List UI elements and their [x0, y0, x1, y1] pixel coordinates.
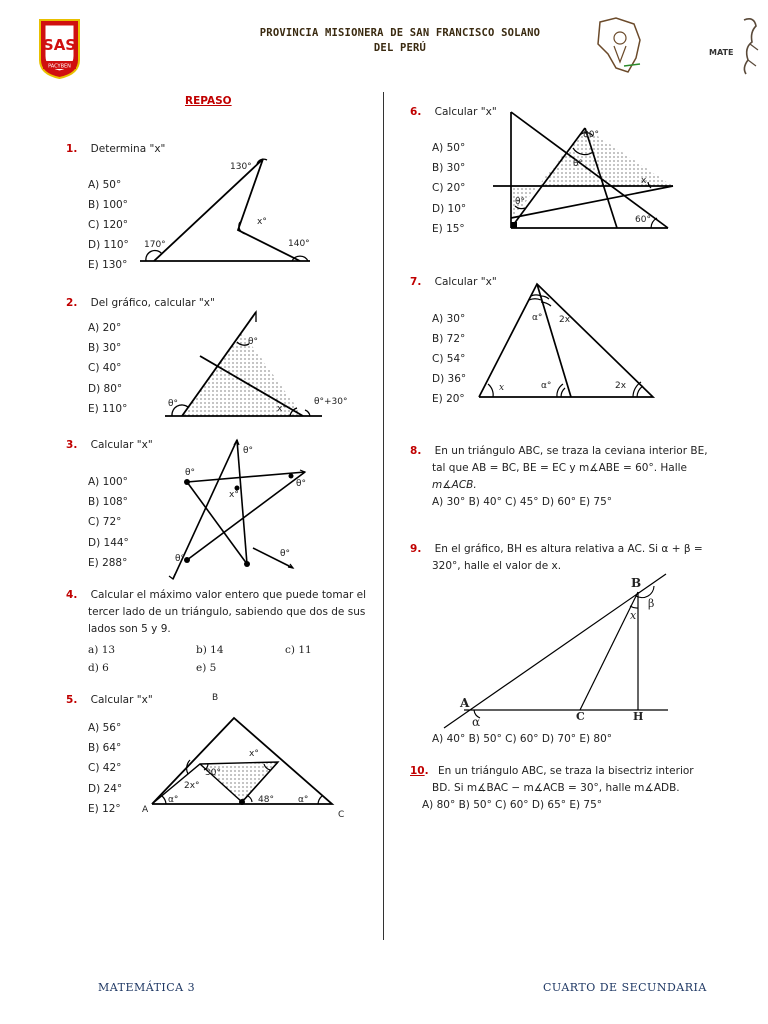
q6-option-a[interactable]: A) 50°: [432, 142, 466, 154]
q6-label-theta2: θ°: [515, 197, 526, 207]
q9-line2: 320°, halle el valor de x.: [432, 560, 562, 572]
q9-figure: [440, 570, 670, 730]
q5-option-e[interactable]: E) 12°: [88, 803, 121, 815]
column-divider: [383, 92, 384, 940]
q7-label-x: x: [499, 383, 505, 393]
q7-option-b[interactable]: B) 72°: [432, 333, 466, 345]
q3-figure: [165, 436, 325, 584]
school-logo: [37, 18, 82, 80]
q2-figure: [160, 306, 355, 422]
page-title: REPASO: [185, 95, 232, 107]
q10-number: 10: [410, 765, 425, 777]
q2-option-e[interactable]: E) 110°: [88, 403, 128, 415]
q6-option-b[interactable]: B) 30°: [432, 162, 466, 174]
q2-option-c[interactable]: C) 40°: [88, 362, 122, 374]
q3-option-c[interactable]: C) 72°: [88, 516, 122, 528]
q7-label-alpha-top: α°: [532, 313, 543, 323]
q3-option-b[interactable]: B) 108°: [88, 496, 128, 508]
q4-statement: 4. Calcular el máximo valor entero que puede tomar el tercer lado de un triángulo, sabiendo que dos de sus lados son 5 y 9.: [66, 587, 366, 638]
q9-label-beta: β: [648, 597, 655, 610]
q7-option-c[interactable]: C) 54°: [432, 353, 466, 365]
q3-text: Calcular "x": [90, 439, 153, 451]
q5-label-A: A: [142, 805, 149, 815]
q10-line2: BD. Si m∡BAC − m∡ACB = 30°, halle m∡ADB.: [432, 782, 680, 794]
q2-label-theta-top: θ°: [248, 337, 259, 347]
q2-option-d[interactable]: D) 80°: [88, 383, 123, 395]
q7-option-a[interactable]: A) 30°: [432, 313, 466, 325]
q4-line2: tercer lado de un triángulo, sabiendo que dos de sus: [88, 606, 366, 618]
q1-statement: 1. Determina "x": [66, 143, 166, 155]
q5-label-2x: 2x°: [184, 781, 200, 791]
q9-label-H: H: [633, 710, 644, 723]
q6-label-60: 60°: [635, 215, 651, 225]
q5-label-x: x°: [249, 749, 259, 759]
q4-option-d[interactable]: d) 6: [88, 662, 109, 674]
q6-label-80: 80°: [583, 130, 599, 140]
q1-label-x: x°: [257, 217, 267, 227]
q4-option-b[interactable]: b) 14: [196, 644, 224, 656]
q3-label-theta1: θ°: [243, 446, 254, 456]
q1-label-140: 140°: [288, 239, 310, 249]
q1-label-130: 130°: [230, 162, 252, 172]
q6-text: Calcular "x": [434, 106, 497, 118]
q3-label-theta5: θ°: [280, 549, 291, 559]
q3-label-theta4: θ°: [175, 554, 186, 564]
q8-options[interactable]: A) 30° B) 40° C) 45° D) 60° E) 75°: [432, 496, 613, 508]
q5-label-alpha2: α°: [298, 795, 309, 805]
q3-option-a[interactable]: A) 100°: [88, 476, 128, 488]
q4-option-a[interactable]: a) 13: [88, 644, 116, 656]
q6-number: 6: [410, 106, 418, 118]
q5-option-b[interactable]: B) 64°: [88, 742, 122, 754]
q7-figure: [475, 280, 660, 402]
q3-statement: 3. Calcular "x": [66, 439, 153, 451]
q1-option-c[interactable]: C) 120°: [88, 219, 129, 231]
q7-statement: 7. Calcular "x": [410, 276, 497, 288]
q1-option-b[interactable]: B) 100°: [88, 199, 128, 211]
q2-label-theta-left: θ°: [168, 399, 179, 409]
q5-statement: 5. Calcular "x": [66, 694, 153, 706]
q3-option-d[interactable]: D) 144°: [88, 537, 129, 549]
q10-options[interactable]: A) 80° B) 50° C) 60° D) 65° E) 75°: [422, 799, 603, 811]
q8-line2: tal que AB = BC, BE = EC y m∡ABE = 60°. Halle: [432, 462, 688, 474]
q5-label-alpha1: α°: [168, 795, 179, 805]
q8-line1: En un triángulo ABC, se traza la ceviana interior BE,: [434, 445, 708, 457]
q6-option-d[interactable]: D) 10°: [432, 203, 467, 215]
q5-option-d[interactable]: D) 24°: [88, 783, 123, 795]
footer-grade: CUARTO DE SECUNDARIA: [543, 981, 707, 994]
q5-number: 5: [66, 694, 74, 706]
q6-label-x: x: [641, 176, 647, 186]
q6-option-e[interactable]: E) 15°: [432, 223, 465, 235]
q1-text: Determina "x": [90, 143, 166, 155]
logo-text: SAS: [42, 36, 77, 54]
q5-option-a[interactable]: A) 56°: [88, 722, 122, 734]
q3-label-x: x°: [229, 490, 239, 500]
logo-caption: PACYBEN: [48, 63, 71, 70]
q9-label-alpha: α: [472, 715, 481, 729]
q5-label-48: 48°: [258, 795, 274, 805]
q10-statement: 10. En un triángulo ABC, se traza la bisectriz interior BD. Si m∡BAC − m∡ACB = 30°, halle m∡ADB. A) 80° B) 50° C) 60° D) 65° E) 75°: [410, 763, 694, 814]
q9-statement: 9. En el gráfico, BH es altura relativa a AC. Si α + β = 320°, halle el valor de x.: [410, 541, 703, 575]
q5-option-c[interactable]: C) 42°: [88, 762, 122, 774]
q5-label-30: 30°: [205, 768, 221, 778]
q7-label-2x-top: 2x: [559, 315, 571, 325]
q9-label-A: A: [460, 696, 470, 710]
q5-figure: [138, 686, 353, 822]
q5-text: Calcular "x": [90, 694, 153, 706]
q7-label-2x-bottom: 2x: [615, 381, 627, 391]
q4-line1: Calcular el máximo valor entero que puede tomar el: [90, 589, 367, 601]
q5-label-C: C: [338, 810, 345, 820]
q4-option-c[interactable]: c) 11: [285, 644, 312, 656]
q3-option-e[interactable]: E) 288°: [88, 557, 128, 569]
q6-figure: [493, 108, 678, 234]
q9-label-x: x: [630, 609, 637, 622]
q4-line3: lados son 5 y 9.: [88, 623, 171, 635]
subject-tag: MATE: [709, 48, 734, 57]
school-name-line2: DEL PERÚ: [373, 42, 427, 54]
q8-statement: 8. En un triángulo ABC, se traza la ceviana interior BE, tal que AB = BC, BE = EC y m∡ABE = 60°. Halle m∡ACB. A) 30° B) 40° C) 45° D) 60° E) 75°: [410, 443, 708, 511]
q2-number: 2: [66, 297, 74, 309]
q4-number: 4: [66, 589, 74, 601]
q6-option-c[interactable]: C) 20°: [432, 182, 466, 194]
q6-label-theta1: θ°: [573, 159, 584, 169]
q8-line3: m∡ACB.: [432, 479, 477, 491]
q7-text: Calcular "x": [434, 276, 497, 288]
peru-map-emblem: [590, 14, 650, 76]
q2-option-b[interactable]: B) 30°: [88, 342, 122, 354]
q9-label-C: C: [576, 710, 585, 723]
q4-option-e[interactable]: e) 5: [196, 662, 217, 674]
q1-option-e[interactable]: E) 130°: [88, 259, 128, 271]
q1-label-170: 170°: [144, 240, 166, 250]
q2-statement: 2. Del gráfico, calcular "x": [66, 297, 215, 309]
q2-label-theta30: θ°+30°: [314, 397, 348, 407]
q2-text: Del gráfico, calcular "x": [90, 297, 215, 309]
school-name-line1: PROVINCIA MISIONERA DE SAN FRANCISCO SOLANO: [259, 27, 541, 39]
q9-number: 9: [410, 543, 418, 555]
q9-options[interactable]: A) 40° B) 50° C) 60° D) 70° E) 80°: [432, 733, 613, 745]
q1-figure: [140, 150, 315, 268]
figure-emblem: [736, 14, 762, 78]
q7-number: 7: [410, 276, 418, 288]
q10-line1: En un triángulo ABC, se traza la bisectriz interior: [437, 765, 694, 777]
q3-label-theta3: θ°: [296, 479, 307, 489]
q3-number: 3: [66, 439, 74, 451]
q5-label-B: B: [212, 693, 219, 703]
q8-number: 8: [410, 445, 418, 457]
q1-option-d[interactable]: D) 110°: [88, 239, 129, 251]
q6-statement: 6. Calcular "x": [410, 106, 497, 118]
q2-option-a[interactable]: A) 20°: [88, 322, 122, 334]
q7-label-alpha-bottom: α°: [541, 381, 552, 391]
q7-option-e[interactable]: E) 20°: [432, 393, 465, 405]
q7-option-d[interactable]: D) 36°: [432, 373, 467, 385]
q1-number: 1: [66, 143, 74, 155]
q9-label-B: B: [631, 576, 642, 590]
q3-label-theta2: θ°: [185, 468, 196, 478]
q1-option-a[interactable]: A) 50°: [88, 179, 122, 191]
q9-line1: En el gráfico, BH es altura relativa a AC. Si α + β =: [434, 543, 703, 555]
q2-label-x: x°: [277, 404, 287, 414]
footer-subject: MATEMÁTICA 3: [98, 981, 196, 994]
